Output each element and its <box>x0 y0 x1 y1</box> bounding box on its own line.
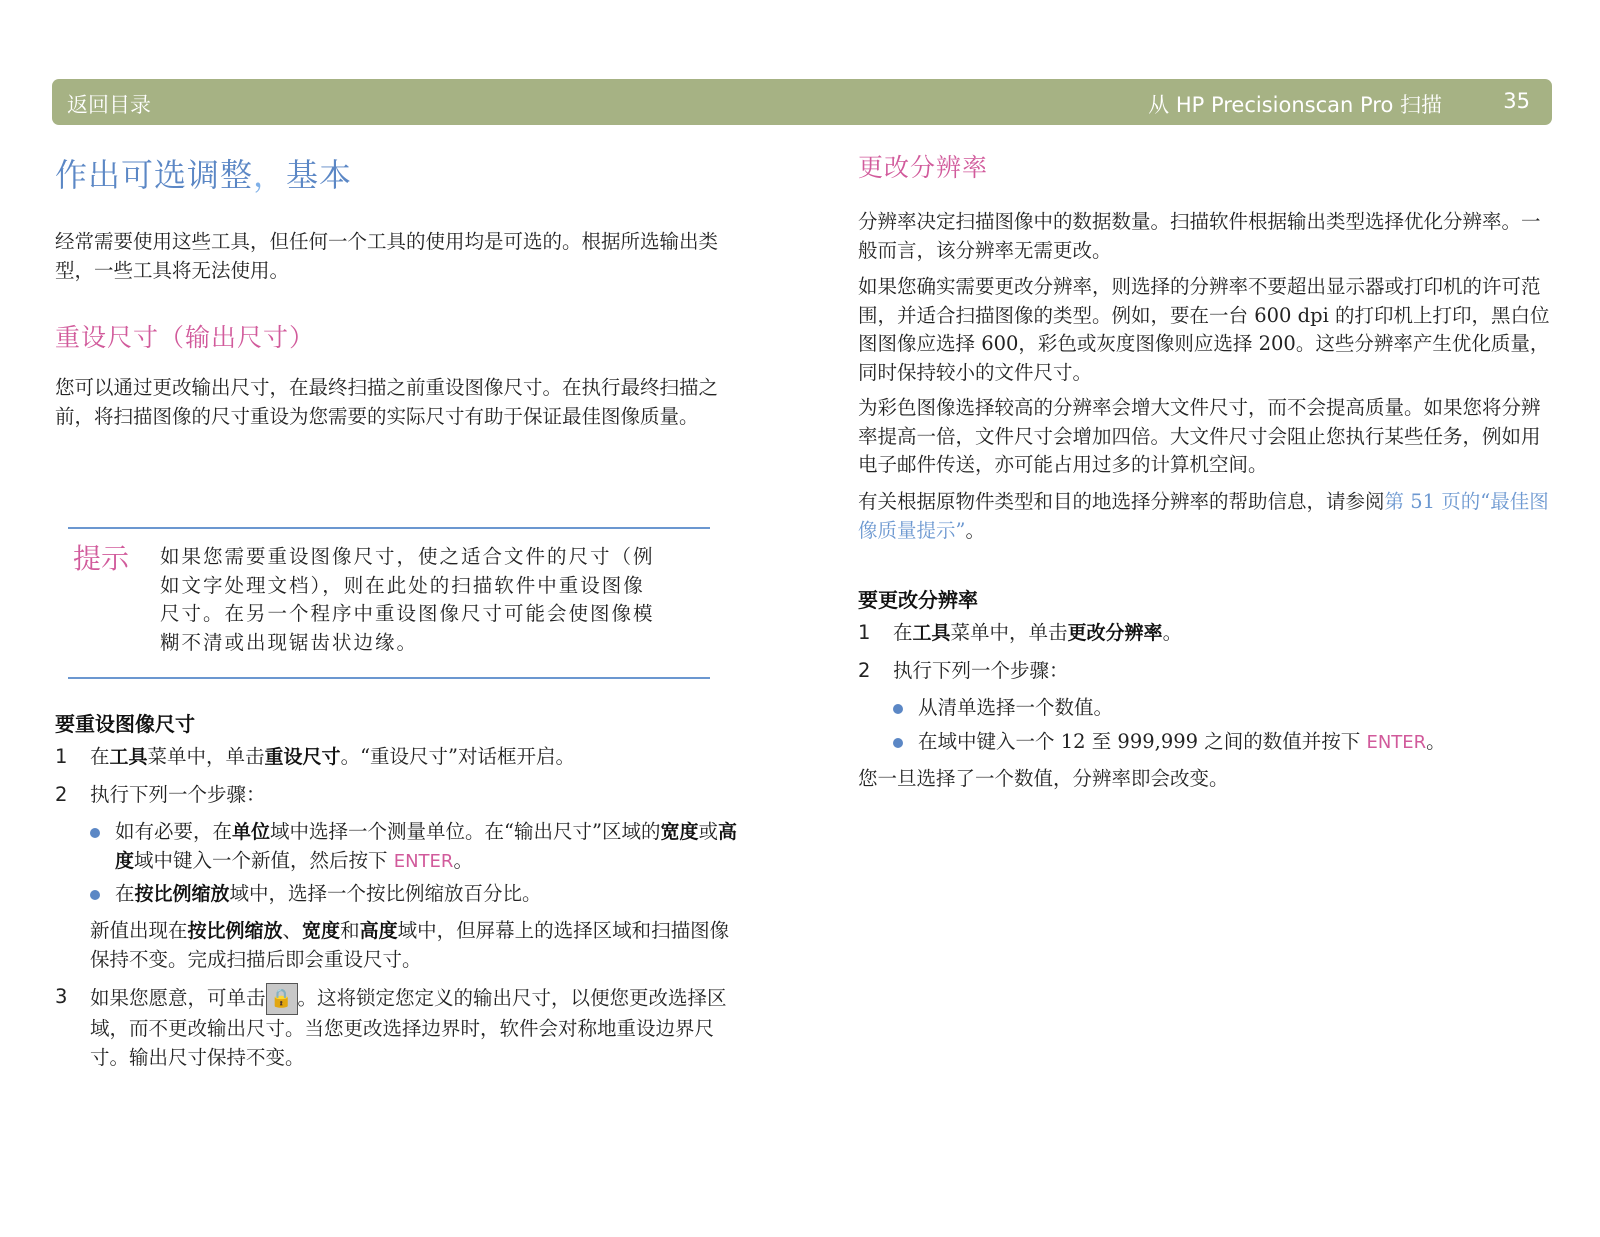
tools-menu-ref: 工具 <box>912 622 951 644</box>
step-text <box>90 983 747 1072</box>
height-field-ref: 高度 <box>115 821 738 872</box>
step-text-part: 菜单中，单击 <box>147 745 265 768</box>
step-text <box>90 743 575 772</box>
step-text-part: 在 <box>90 745 110 768</box>
bullet-text-part: 如有必要，在 <box>115 820 233 843</box>
resolution-para-4 <box>858 488 1558 545</box>
resolution-step-2 <box>858 657 1558 687</box>
title-part2: 基本 <box>286 156 353 194</box>
bullet-text <box>918 728 1446 758</box>
back-to-contents-link[interactable]: 返回目录 <box>67 93 151 117</box>
page-number: 35 <box>1503 89 1530 113</box>
width-field-ref: 宽度 <box>302 920 341 942</box>
resize-paragraph: 您可以通过更改输出尺寸，在最终扫描之前重设图像尺寸。在执行最终扫描之前，将扫描图像的尺寸重设为您需要的实际尺寸有助于保证最佳图像质量。 <box>55 376 719 428</box>
resize-note <box>90 917 747 974</box>
step-text-part: 菜单中，单击 <box>950 621 1068 644</box>
scale-field-ref: 按比例缩放 <box>187 920 283 942</box>
width-field-ref: 宽度 <box>660 821 699 843</box>
resize-bullet-2 <box>90 880 747 910</box>
resolution-heading: 更改分辨率 <box>858 153 989 182</box>
resize-command-ref: 重设尺寸 <box>264 746 341 768</box>
step-number: 1 <box>55 745 68 768</box>
section-title: 从 HP Precisionscan Pro 扫描 <box>1148 93 1442 117</box>
note-part: 新值出现在 <box>90 919 188 942</box>
title-part1: 作出可选调整 <box>55 156 254 194</box>
bullet-text-part: 。 <box>453 848 473 872</box>
step-text: 执行下列一个步骤： <box>893 659 1069 682</box>
bullet-dot <box>90 828 100 838</box>
tip-text: 如果您需要重设图像尺寸，使之适合文件的尺寸（例如文字处理文档），则在此处的扫描软件中重设图像尺寸。在另一个程序中重设图像尺寸可能会使图像模糊不清或出现锯齿状边缘。 <box>160 545 655 654</box>
resize-procedure-heading: 要重设图像尺寸 <box>55 712 195 736</box>
resolution-para-3: 为彩色图像选择较高的分辨率会增大文件尺寸，而不会提高质量。如果您将分辨率提高一倍，文件尺寸会增加四倍。大文件尺寸会阻止您执行某些任务，例如用电子邮件传送，亦可能占用过多的计算机空间。 <box>858 396 1541 476</box>
resolution-para-1: 分辨率决定扫描图像中的数据数量。扫描软件根据输出类型选择优化分辨率。一般而言，该分辨率无需更改。 <box>858 210 1541 262</box>
step-number: 3 <box>55 985 68 1008</box>
bullet-text <box>115 880 542 909</box>
resolution-bullet-2 <box>893 728 1553 758</box>
tools-menu-ref: 工具 <box>109 746 148 768</box>
bullet-dot <box>90 890 100 900</box>
enter-key-ref: ENTER <box>393 850 454 872</box>
enter-key-ref: ENTER <box>1366 732 1427 753</box>
step-text-part: 在 <box>893 621 913 644</box>
resolution-step-1 <box>858 619 1558 649</box>
resize-heading: 重设尺寸（输出尺寸） <box>55 323 316 352</box>
bullet-dot <box>893 704 903 714</box>
bullet-text-part: 域中选择一个测量单位。在“输出尺寸”区域的 <box>270 820 661 843</box>
bullet-text-part: 域中键入一个新值，然后按下 <box>134 848 394 872</box>
scale-field-ref: 按比例缩放 <box>134 883 230 905</box>
resize-bullet-1 <box>90 818 747 878</box>
note-part: 、 <box>282 919 303 942</box>
lock-icon[interactable]: 🔒 <box>266 983 298 1015</box>
intro-paragraph: 经常需要使用这些工具，但任何一个工具的使用均是可选的。根据所选输出类型，一些工具将无法使用。 <box>55 230 719 282</box>
step-number: 1 <box>858 621 871 644</box>
header-bar <box>52 79 1552 125</box>
step-text-part: 。这将锁定您定义的输出尺寸，以便您更改选择区域，而不更改输出尺寸。当您更改选择边界时，软件会对称地重设边界尺寸。输出尺寸保持不变。 <box>90 986 727 1069</box>
para-part: 。 <box>965 518 985 542</box>
bullet-text-part: 在 <box>115 882 135 905</box>
bullet-dot <box>893 738 903 748</box>
page-title <box>55 150 352 196</box>
step-number: 2 <box>858 659 871 682</box>
title-comma: ， <box>253 156 287 194</box>
bullet-text <box>115 818 745 876</box>
step-text-part: 。“重设尺寸”对话框开启。 <box>340 745 576 768</box>
unit-field-ref: 单位 <box>232 821 271 843</box>
para-part: 有关根据原物件类型和目的地选择分辨率的帮助信息，请参阅 <box>858 490 1385 513</box>
change-resolution-command-ref: 更改分辨率 <box>1067 622 1163 644</box>
resize-step-3 <box>55 983 747 1073</box>
note-part: 和 <box>340 919 360 942</box>
note-part: 域中，但屏幕上的选择区域和扫描图像保持不变。完成扫描后即会重设尺寸。 <box>90 919 730 971</box>
resize-step-1 <box>55 743 747 773</box>
resize-step-2 <box>55 781 747 811</box>
resolution-bullet-1 <box>893 694 1553 724</box>
tip-box <box>68 527 710 679</box>
resolution-closing: 您一旦选择了一个数值，分辨率即会改变。 <box>858 767 1229 790</box>
tip-label: 提示 <box>73 542 130 575</box>
step-number: 2 <box>55 783 68 806</box>
bullet-text-part: 域中，选择一个按比例缩放百分比。 <box>229 882 542 905</box>
bullet-text-part: 。 <box>1426 730 1446 753</box>
step-text: 执行下列一个步骤： <box>90 783 266 806</box>
bullet-text-part: 在域中键入一个 12 至 999,999 之间的数值并按下 <box>918 730 1367 753</box>
bullet-text: 从清单选择一个数值。 <box>918 696 1114 719</box>
step-text-part: 如果您愿意，可单击 <box>90 986 266 1010</box>
bullet-text-part: 或 <box>698 820 719 843</box>
height-field-ref: 高度 <box>359 920 398 942</box>
image-quality-tips-link[interactable]: 第 51 页的“最佳图像质量提示” <box>858 490 1549 542</box>
resolution-procedure-heading: 要更改分辨率 <box>858 588 978 612</box>
step-text-part: 。 <box>1162 621 1183 644</box>
resolution-para-2: 如果您确实需要更改分辨率，则选择的分辨率不要超出显示器或打印机的许可范围，并适合扫描图像的类型。例如，要在一台 600 dpi 的打印机上打印，黑白位图图像应选择 600，彩色或灰度图像则应选择 200。这些分辨率产生优化质量，同时保持较小的文件尺寸。 <box>858 275 1550 384</box>
step-text <box>893 619 1182 648</box>
